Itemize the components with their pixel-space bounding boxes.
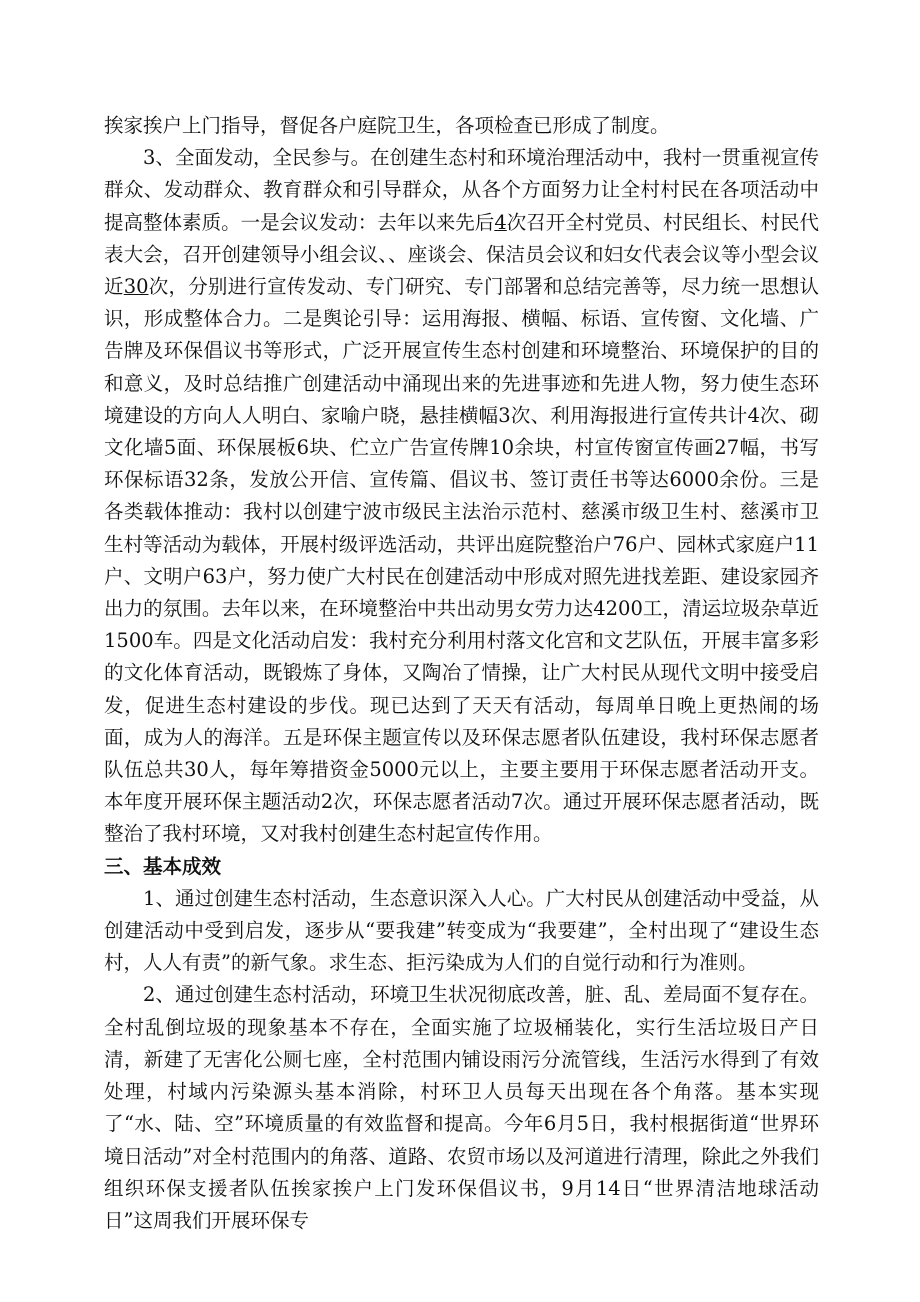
section-heading: 三、基本成效: [104, 854, 222, 878]
text-segment: 次，分别进行宣传发动、专门研究、专门部署和总结完善等，尽力统一思想认识，形成整体合力。二是舆论引导：运用海报、横幅、标语、宣传窗、文化墙、广告牌及环保倡议书等形式，广泛开展宣传生态村创建和环境整治、环境保护的目的和意义，及时总结推广创建活动中涌现出来的先进事迹和先进人物，努力使生态环境建设的方向人人明白、家喻户晓，悬挂横幅3次、利用海报进行宣传共计4次、砌文化墙5面、环保展板6块、伫立广告宣传牌10余块，村宣传窗宣传画27幅，书写环保标语32条，发放公开信、宣传篇、倡议书、签订责任书等达6000余份。三是各类载体推动：我村以创建宁波市级民主法治示范村、慈溪市级卫生村、慈溪市卫生村等活动为载体，开展村级评选活动，共评出庭院整治户76户、园林式家庭户11户、文明户63户，努力使广大村民在创建活动中形成对照先进找差距、建设家园齐出力的氛围。去年以来，在环境整治中共出动男女劳力达4200工，清运垃圾杂草近1500车。四是文化活动启发：我村充分利用村落文化宫和文艺队伍，开展丰富多彩的文化体育活动，既锻炼了身体，又陶冶了情操，让广大村民从现代文明中接受启发，促进生态村建设的步伐。现已达到了天天有活动，每周单日晚上更热闹的场面，成为人的海洋。五是环保主题宣传以及环保志愿者队伍建设，我村环保志愿者队伍总共30人，每年筹措资金5000元以上，主要主要用于环保志愿者活动开支。本年度开展环保主题活动2次，环保志愿者活动7次。通过开展环保志愿者活动，既整治了我村环境，又对我村创建生态村起宣传作用。: [104, 275, 819, 846]
document-page: [104, 110, 819, 1237]
text-segment: 3、全面发动，全民参与。在创建生态村和环境治理活动中，我村一贯重视宣传群众、发动群众、教育群众和引导群众，从各个方面努力让全村村民在各项活动中提高整体素质。一是会议发动：去年以来先后: [104, 146, 819, 234]
underlined-number: 30: [123, 275, 149, 299]
paragraph-publicity: [104, 142, 819, 850]
paragraph-result-1: 1、通过创建生态村活动，生态意识深入人心。广大村民从创建活动中受益，从创建活动中受到启发，逐步从“要我建”转变成为“我要建”，全村出现了“建设生态村，人人有责”的新气象。求生态、拒污染成为人们的自觉行动和行为准则。: [104, 886, 819, 975]
paragraph-continued: 挨家挨户上门指导，督促各户庭院卫生，各项检查已形成了制度。: [104, 114, 670, 137]
paragraph-result-2: 2、通过创建生态村活动，环境卫生状况彻底改善，脏、乱、差局面不复存在。全村乱倒垃圾的现象基本不存在，全面实施了垃圾桶装化，实行生活垃圾日产日清，新建了无害化公厕七座，全村范围内铺设雨污分流管线，生活污水得到了有效处理，村域内污染源头基本消除，村环卫人员每天出现在各个角落。基本实现了“水、陆、空”环境质量的有效监督和提高。今年6月5日，我村根据街道“世界环境日活动”对全村范围内的角落、道路、农贸市场以及河道进行清理，除此之外我们组织环保支援者队伍挨家挨户上门发环保倡议书，9月14日“世界清洁地球活动日”这周我们开展环保专: [104, 983, 819, 1232]
underlined-number: 4: [494, 210, 507, 234]
text-segment: 次召开全村党员、村民组长、村民代表大会，召开创建领导小组会议、、座谈会、保洁员会议和妇女代表会议等小型会议近: [104, 210, 819, 299]
